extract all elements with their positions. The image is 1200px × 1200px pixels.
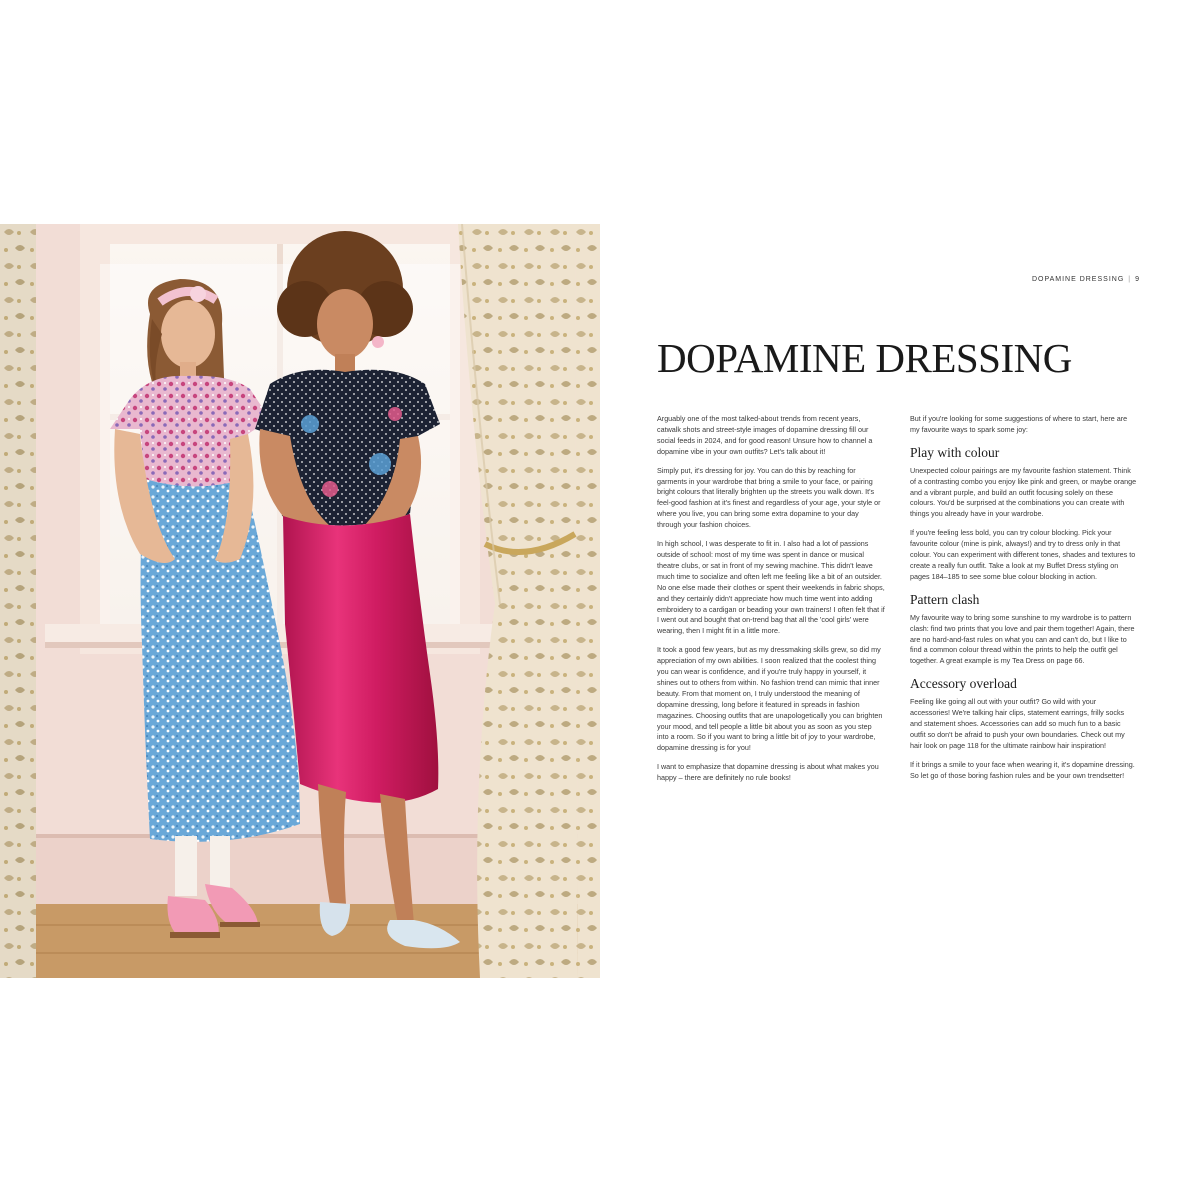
- subheading-play-with-colour: Play with colour: [910, 444, 1000, 460]
- text-page: [600, 224, 1200, 978]
- right-column: [910, 414, 1138, 789]
- body-paragraph: In high school, I was desperate to fit in. I also had a lot of passions outside of school: most of my time was spent in dance or musical theatre clubs, or sat in front of my sewing machine. This didn't leave much time to socialize and often left me feeling like a bit of an outsider. No one else made their clothes or spent their weekends in fabric shops, and they certainly didn't appreciate how much time went into adding embroidery to a cardigan or beading your own trainers! I often felt that if I went out and bought that on-trend bag that all the 'cool girls' were wearing, then I might fit in a little more.: [657, 539, 885, 636]
- subheading-accessory-overload: Accessory overload: [910, 676, 1017, 692]
- body-paragraph: It took a good few years, but as my dressmaking skills grew, so did my appreciation of my own abilities. I soon realized that the coolest thing you can wear is confidence, and if you're truly happy in yourself, it shines out to others from within. No fashion trend can mimic that inner beauty. From that moment on, I truly understood the meaning of dopamine dressing, long before it featured in spreads in fashion magazines. Choosing outfits that are unapologetically you can brighten your mood, and tell people a little bit about you as soon as you step into a room. So if you want to bring a little bit of joy to your wardrobe, dopamine dressing is for you!: [657, 645, 883, 753]
- body-paragraph: Arguably one of the most talked-about trends from recent years, catwalk shots and street-style images of dopamine dressing fill our social feeds in 2024, and for good reason! Unsure how to channel a dopamine vibe in your own outfits? Let's talk about it!: [657, 414, 873, 456]
- body-paragraph: I want to emphasize that dopamine dressing is about what makes you happy – there are definitely no rule books!: [657, 762, 879, 783]
- body-paragraph: Unexpected colour pairings are my favourite fashion statement. Think of a contrasting combo you enjoy like pink and green, or maybe orange and a vibrant purple, and build an outfit focusing solely on these colours. You'd be surprised at the combinations you can create with things you already have in your wardrobe.: [910, 465, 1137, 519]
- window-sill: [45, 624, 515, 642]
- page-number: 9: [1135, 276, 1140, 283]
- running-head: [1032, 276, 1140, 283]
- running-head-section: DOPAMINE DRESSING: [1031, 276, 1125, 283]
- body-paragraph: Feeling like going all out with your outfit? Go wild with your accessories! We're talking hair clips, statement earrings, frilly socks and statement shoes. Accessories can add so much fun to a basic outfit so don't be afraid to push your own boundaries. Check out my hair look on page 118 for the ultimate rainbow hair inspiration!: [910, 697, 1125, 750]
- body-paragraph: If it brings a smile to your face when wearing it, it's dopamine dressing. So let go of those boring fashion rules and be your own trendsetter!: [910, 759, 1135, 780]
- body-paragraph: If you're feeling less bold, you can try colour blocking. Pick your favourite colour (mine is pink, always!) and try to dress only in that colour. You can experiment with different tones, shades and textures to create a really fun outfit. Take a look at my Buffet Dress styling on pages 184–185 to see some blue colour blocking in action.: [910, 528, 1136, 581]
- running-head-separator: |: [1128, 276, 1132, 283]
- page-title: DOPAMINE DRESSING: [657, 335, 1072, 381]
- body-paragraph: My favourite way to bring some sunshine to my wardrobe is to pattern clash: find two prints that you love and pair them together! Again, there are no hard-and-fast rules on what you can and can't do, but I like to find a common colour thread within the prints to help the outfit gel together. A great example is my Tea Dress on page 66.: [910, 612, 1135, 666]
- subheading-pattern-clash: Pattern clash: [910, 591, 980, 607]
- fashion-photo: [0, 224, 600, 978]
- intro-paragraph: But if you're looking for some suggestions of where to start, here are my favourite ways to spark some joy:: [910, 414, 1128, 434]
- left-column: [657, 414, 885, 792]
- body-paragraph: Simply put, it's dressing for joy. You can do this by reaching for garments in your wardrobe that bring a smile to your face, or pairing bright colours that literally brighten up the streets you walk down. It's feel-good fashion at it's finest and regardless of your age, your style or where you live, you can bring some extra dopamine to your day through your fashion choices.: [657, 465, 881, 530]
- photo-illustration: [0, 224, 600, 978]
